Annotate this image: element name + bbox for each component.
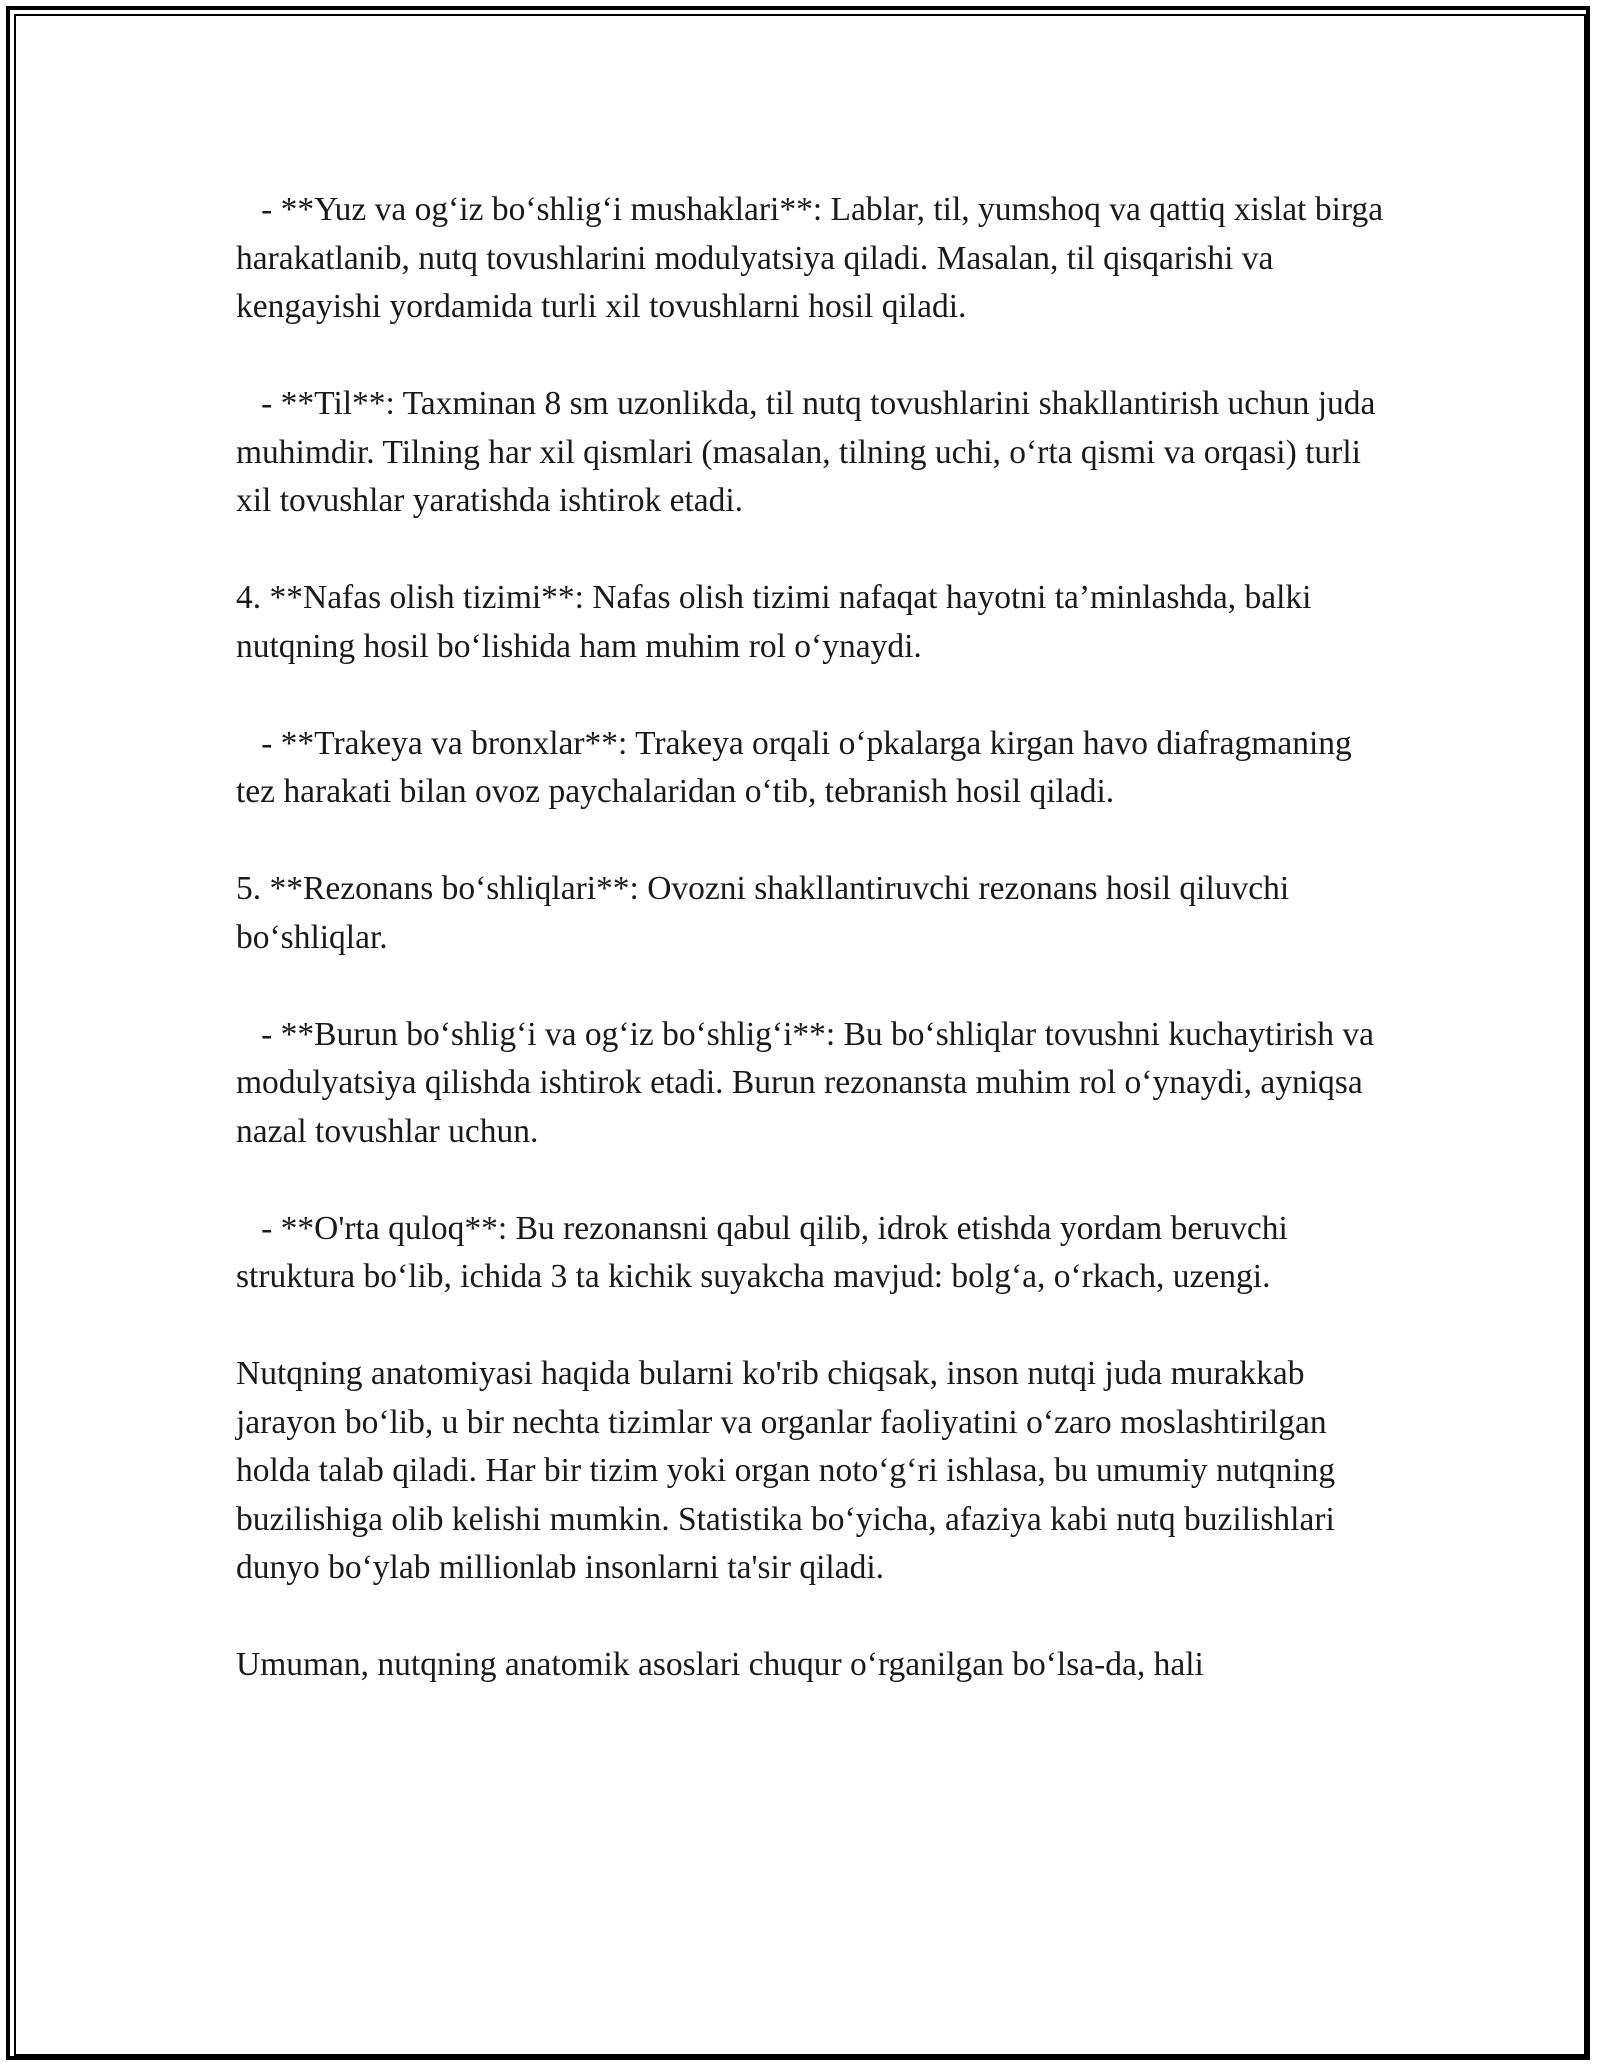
paragraph-resonance-cavities: 5. **Rezonans bo‘shliqlari**: Ovozni shakllantiruvchi rezonans hosil qiluvchi bo‘shliqlar. [236,870,1298,956]
paragraph-respiratory-system: 4. **Nafas olish tizimi**: Nafas olish tizimi nafaqat hayotni ta’minlashda, balki nutqning hosil bo‘lishida ham muhim rol o‘ynaydi. [236,579,1320,665]
paragraph-trachea-bronchi: - **Trakeya va bronxlar**: Trakeya orqali o‘pkalarga kirgan havo diafragmaning tez harakati bilan ovoz paychalaridan o‘tib, tebranish hosil qiladi. [236,724,1361,810]
paragraph-tongue: - **Til**: Taxminan 8 sm uzonlikda, til nutq tovushlarini shakllantirish uchun juda muhimdir. Tilning har xil qismlari (masalan, tilning uchi, o‘rta qismi va orqasi) turli xil tovushlar yaratishda ishtirok etadi. [236,385,1384,519]
paragraph-middle-ear: - **O'rta quloq**: Bu rezonansni qabul qilib, idrok etishda yordam beruvchi struktura bo‘lib, ichida 3 ta kichik suyakcha mavjud: bolg‘a, o‘rkach, uzengi. [236,1209,1297,1295]
paragraph-nasal-oral-cavity: - **Burun bo‘shlig‘i va og‘iz bo‘shlig‘i**: Bu bo‘shliqlar tovushni kuchaytirish va modulyatsiya qilishda ishtirok etadi. Burun rezonansta muhim rol o‘ynaydi, ayniqsa nazal tovushlar uchun. [236,1015,1383,1150]
paragraph-face-mouth-muscles: - **Yuz va og‘iz bo‘shlig‘i mushaklari**: Lablar, til, yumshoq va qattiq xislat birga harakatlanib, nutq tovushlarini modulyatsiya qiladi. Masalan, til qisqarishi va kengayishi yordamida turli xil tovushlarni hosil qiladi. [236,191,1392,325]
paragraph-conclusion: Umuman, nutqning anatomik asoslari chuqur o‘rganilgan bo‘lsa-da, hali [236,1646,1204,1683]
document-body [236,186,1392,1690]
paragraph-summary: Nutqning anatomiyasi haqida bularni ko'rib chiqsak, inson nutqi juda murakkab jarayon bo‘lib, u bir nechta tizimlar va organlar faoliyatini o‘zaro moslashtirilgan holda talab qiladi. Har bir tizim yoki organ noto‘g‘ri ishlasa, bu umumiy nutqning buzilishiga olib kelishi mumkin. Statistika bo‘yicha, afaziya kabi nutq buzilishlari dunyo bo‘ylab millionlab insonlarni ta'sir qiladi. [236,1355,1344,1586]
